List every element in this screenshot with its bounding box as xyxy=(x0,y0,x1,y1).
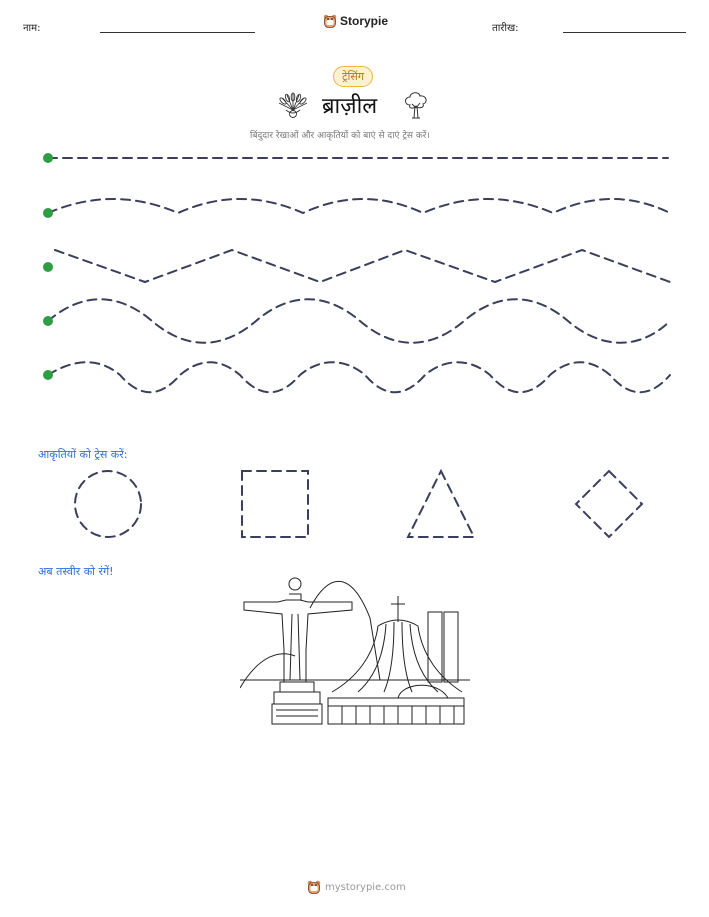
tracing-line-arcs xyxy=(48,199,670,213)
tracing-line-deep-wave xyxy=(48,362,670,392)
start-dot xyxy=(43,316,53,326)
name-label: नाम: xyxy=(23,23,41,34)
trace-triangle xyxy=(408,471,474,537)
tree-icon xyxy=(402,91,430,121)
tracing-lines-area xyxy=(0,140,709,400)
trace-diamond xyxy=(576,471,642,537)
storypie-bear-icon xyxy=(307,879,321,895)
brand xyxy=(323,13,388,29)
tracing-line-wave xyxy=(48,299,670,343)
tracing-line-zigzag xyxy=(55,250,670,282)
start-dot xyxy=(43,208,53,218)
tracing-badge: ट्रेसिंग xyxy=(333,66,373,87)
rio-brasilia-landmarks-illustration xyxy=(240,570,470,730)
shapes-section-label: आकृतियों को ट्रेस करें: xyxy=(38,448,128,461)
trace-circle xyxy=(75,471,141,537)
storypie-bear-icon xyxy=(323,13,337,29)
start-dot xyxy=(43,370,53,380)
footer xyxy=(307,879,406,895)
date-label: तारीख: xyxy=(492,23,519,34)
feather-headdress-icon xyxy=(277,90,309,122)
name-line[interactable] xyxy=(100,32,255,33)
start-dot xyxy=(43,262,53,272)
footer-link[interactable]: mystorypie.com xyxy=(325,881,406,893)
instruction-text: बिंदुदार रेखाओं और आकृतियों को बाएं से दाएं ट्रेस करें। xyxy=(250,131,430,141)
page-title: ब्राज़ील xyxy=(322,94,378,119)
shapes-row xyxy=(0,465,709,545)
date-line[interactable] xyxy=(563,32,686,33)
coloring-section-label: अब तस्वीर को रंगें! xyxy=(38,565,114,578)
start-dot xyxy=(43,153,53,163)
brand-name: Storypie xyxy=(340,14,389,28)
trace-square xyxy=(242,471,308,537)
